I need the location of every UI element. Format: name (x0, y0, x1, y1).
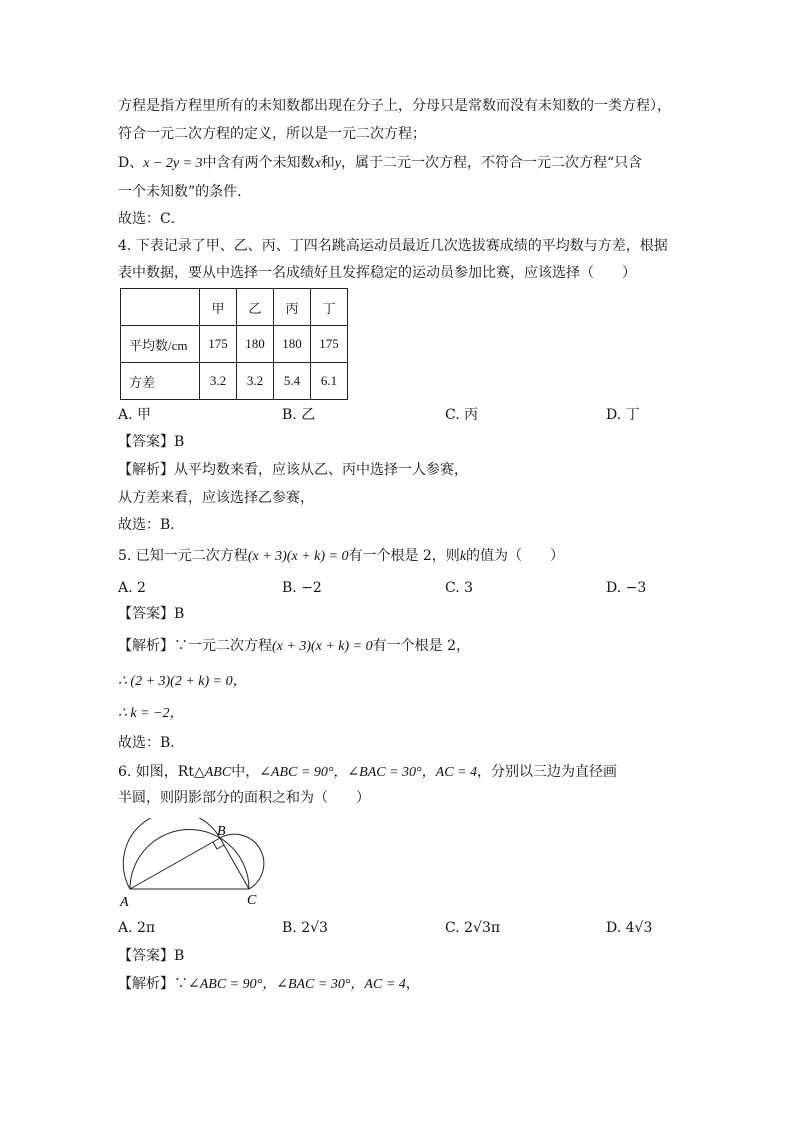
table-header-cell: 丁 (311, 289, 348, 326)
text: 和 (320, 155, 335, 171)
analysis-line: ∴ (2 + 3)(2 + k) = 0， (118, 674, 247, 689)
scores-table (120, 288, 348, 400)
text: 【解析】∵一元二次方程 (118, 638, 272, 654)
table-header-cell: 甲 (200, 289, 237, 326)
option-a: A. 2 (118, 580, 146, 596)
table-cell: 6.1 (311, 363, 348, 400)
table-cell: 175 (200, 326, 237, 363)
text: 中含有两个未知数 (202, 155, 315, 171)
table-header-row (121, 289, 348, 326)
option-d: D. −3 (606, 580, 647, 596)
option-c: C. 2√3π (445, 920, 501, 936)
conditions: ∠ABC = 90°，∠BAC = 30°，AC = 4 (188, 977, 406, 992)
semicircle-ac (130, 830, 249, 890)
text-line: 一个未知数”的条件． (118, 184, 252, 200)
variable-y: y (334, 156, 341, 171)
text: 的值为（ ） (466, 548, 565, 564)
equation: x − 2y = 3 (143, 156, 203, 171)
text: 【解析】∵ (118, 976, 188, 992)
text: ， (405, 976, 420, 992)
triangle-name: ABC (204, 765, 232, 780)
analysis-line: 从方差来看，应该选择乙参赛， (118, 490, 314, 506)
conditions: ∠ABC = 90°，∠BAC = 30°，AC = 4 (259, 765, 477, 780)
label-c: C (247, 893, 257, 908)
text: 有一个根是 2， (372, 638, 470, 654)
option-a: A. 2π (118, 920, 156, 936)
table-cell: 175 (311, 326, 348, 363)
question-5-stem (118, 546, 564, 567)
table-cell: 3.2 (200, 363, 237, 400)
variable-x: x (314, 156, 321, 171)
segment-bc (220, 838, 249, 889)
segment-ab (130, 838, 220, 889)
table-row (121, 326, 348, 363)
analysis-line: 【解析】从平均数来看，应该从乙、丙中选择一人参赛， (118, 462, 468, 478)
variable-k: k (459, 549, 467, 564)
question-4-stem: 表中数据，要从中选择一名成绩好且发挥稳定的运动员参加比赛，应该选择（ ） (118, 265, 636, 281)
text-line: 符合一元二次方程的定义，所以是一元二次方程； (118, 126, 426, 142)
option-a: A. 甲 (118, 407, 152, 423)
answer-line: 【答案】B (118, 606, 185, 622)
label-b: B (217, 824, 226, 839)
text-line-option-d (118, 153, 642, 174)
option-d: D. 4√3 (606, 920, 653, 936)
option-c: C. 3 (445, 580, 474, 596)
option-b: B. 乙 (282, 407, 316, 423)
table-cell: 180 (237, 326, 274, 363)
option-b: B. 2√3 (282, 920, 328, 936)
table-cell (121, 289, 200, 326)
equation: (x + 3)(x + k) = 0 (272, 639, 373, 654)
table-cell: 5.4 (274, 363, 311, 400)
question-6-stem (118, 762, 617, 783)
choice-line: 故选：B． (118, 517, 185, 533)
table-cell: 180 (274, 326, 311, 363)
table-cell: 3.2 (237, 363, 274, 400)
choice-line: 故选：C． (118, 211, 185, 227)
semicircles-figure (118, 818, 268, 910)
option-d: D. 丁 (606, 407, 640, 423)
text: 5. 已知一元二次方程 (118, 548, 248, 564)
answer-line: 【答案】B (118, 948, 185, 964)
text: 6. 如图，Rt△ (118, 764, 205, 780)
text: 中， (231, 764, 260, 780)
label-a: A (120, 895, 129, 910)
text: ，属于二元一次方程，不符合一元二次方程“只含 (341, 155, 643, 171)
analysis-line: ∴ k = −2， (118, 706, 184, 721)
equation: (x + 3)(x + k) = 0 (247, 549, 349, 564)
option-c: C. 丙 (445, 407, 479, 423)
answer-line: 【答案】B (118, 434, 185, 450)
text-line: 方程是指方程里所有的未知数都出现在分子上，分母只是常数而没有未知数的一类方程）， (118, 98, 671, 114)
text: ，分别以三边为直径画 (476, 764, 617, 780)
shaded-region-ab (123, 818, 220, 889)
table-row (121, 363, 348, 400)
option-b: B. −2 (282, 580, 322, 596)
table-row-label: 平均数/cm (121, 326, 200, 363)
table-header-cell: 乙 (237, 289, 274, 326)
table-header-cell: 丙 (274, 289, 311, 326)
option-label: D、 (118, 155, 144, 171)
question-4-stem: 4. 下表记录了甲、乙、丙、丁四名跳高运动员最近几次选拔赛成绩的平均数与方差，根据 (118, 238, 668, 254)
text: 有一个根是 2，则 (348, 548, 460, 564)
table-row-label: 方差 (121, 363, 200, 400)
question-6-stem: 半圆，则阴影部分的面积之和为（ ） (118, 790, 370, 806)
analysis-line (118, 974, 420, 995)
choice-line: 故选：B． (118, 735, 185, 751)
analysis-line (118, 636, 470, 657)
